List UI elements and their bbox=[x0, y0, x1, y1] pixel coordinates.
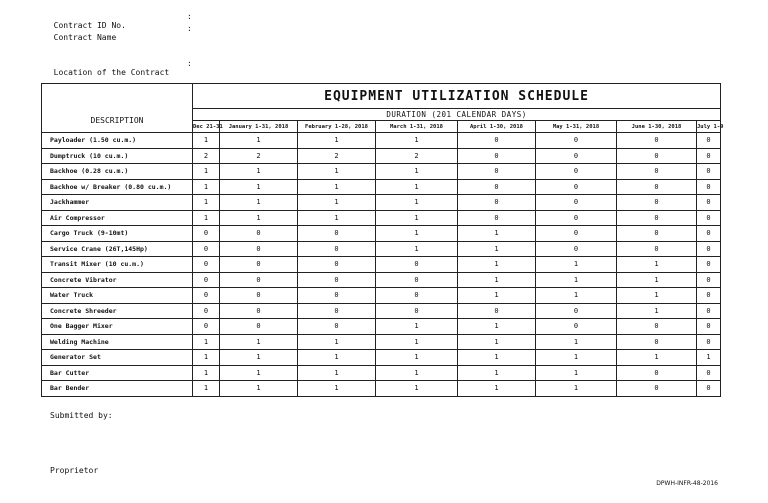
unit-count-cell: 0 bbox=[220, 241, 298, 257]
month-header: March 1-31, 2018 bbox=[376, 121, 458, 133]
unit-count-cell: 1 bbox=[220, 195, 298, 211]
equipment-name: Transit Mixer (10 cu.m.) bbox=[42, 257, 193, 273]
unit-count-cell: 1 bbox=[193, 133, 220, 149]
unit-count-cell: 0 bbox=[376, 272, 458, 288]
unit-count-cell: 1 bbox=[376, 334, 458, 350]
unit-count-cell: 1 bbox=[458, 365, 536, 381]
unit-count-cell: 0 bbox=[697, 241, 721, 257]
unit-count-cell: 0 bbox=[697, 288, 721, 304]
unit-count-cell: 0 bbox=[617, 319, 697, 335]
unit-count-cell: 1 bbox=[617, 288, 697, 304]
contract-name-line bbox=[44, 24, 192, 42]
unit-count-cell: 0 bbox=[458, 148, 536, 164]
table-row bbox=[42, 148, 721, 164]
submitted-by-label: Submitted by: bbox=[50, 411, 113, 420]
table-row bbox=[42, 195, 721, 211]
unit-count-cell: 1 bbox=[458, 226, 536, 242]
equipment-name: Service Crane (26T,145Hp) bbox=[42, 241, 193, 257]
unit-count-cell: 0 bbox=[298, 319, 376, 335]
unit-count-cell: 1 bbox=[298, 365, 376, 381]
location-colon: : bbox=[187, 59, 192, 68]
title-blank bbox=[42, 84, 193, 109]
unit-count-cell: 0 bbox=[458, 179, 536, 195]
unit-count-cell: 0 bbox=[298, 241, 376, 257]
unit-count-cell: 0 bbox=[617, 226, 697, 242]
unit-count-cell: 0 bbox=[193, 319, 220, 335]
unit-count-cell: 0 bbox=[536, 179, 617, 195]
unit-count-cell: 0 bbox=[697, 272, 721, 288]
unit-count-cell: 1 bbox=[536, 257, 617, 273]
unit-count-cell: 1 bbox=[220, 365, 298, 381]
month-header: May 1-31, 2018 bbox=[536, 121, 617, 133]
unit-count-cell: 1 bbox=[458, 241, 536, 257]
unit-count-cell: 1 bbox=[376, 241, 458, 257]
unit-count-cell: 0 bbox=[617, 133, 697, 149]
table-row bbox=[42, 272, 721, 288]
unit-count-cell: 1 bbox=[298, 133, 376, 149]
unit-count-cell: 0 bbox=[697, 303, 721, 319]
unit-count-cell: 0 bbox=[697, 365, 721, 381]
unit-count-cell: 0 bbox=[697, 195, 721, 211]
unit-count-cell: 0 bbox=[458, 133, 536, 149]
table-row bbox=[42, 319, 721, 335]
table-row bbox=[42, 381, 721, 397]
unit-count-cell: 1 bbox=[697, 350, 721, 366]
unit-count-cell: 0 bbox=[617, 241, 697, 257]
unit-count-cell: 1 bbox=[193, 164, 220, 180]
unit-count-cell: 1 bbox=[458, 257, 536, 273]
unit-count-cell: 0 bbox=[617, 210, 697, 226]
schedule-title: EQUIPMENT UTILIZATION SCHEDULE bbox=[193, 84, 721, 109]
unit-count-cell: 2 bbox=[220, 148, 298, 164]
table-row bbox=[42, 365, 721, 381]
equipment-name: Water Truck bbox=[42, 288, 193, 304]
location-line bbox=[44, 59, 192, 77]
unit-count-cell: 2 bbox=[298, 148, 376, 164]
unit-count-cell: 1 bbox=[193, 210, 220, 226]
unit-count-cell: 1 bbox=[220, 179, 298, 195]
unit-count-cell: 1 bbox=[617, 257, 697, 273]
unit-count-cell: 1 bbox=[376, 319, 458, 335]
unit-count-cell: 0 bbox=[376, 257, 458, 273]
unit-count-cell: 1 bbox=[617, 272, 697, 288]
equipment-name: Jackhammer bbox=[42, 195, 193, 211]
unit-count-cell: 0 bbox=[617, 148, 697, 164]
unit-count-cell: 1 bbox=[536, 365, 617, 381]
unit-count-cell: 1 bbox=[536, 288, 617, 304]
unit-count-cell: 1 bbox=[298, 210, 376, 226]
unit-count-cell: 1 bbox=[376, 226, 458, 242]
document-code: DPWH-INFR-48-2016 bbox=[656, 480, 718, 487]
unit-count-cell: 0 bbox=[220, 272, 298, 288]
unit-count-cell: 1 bbox=[458, 350, 536, 366]
unit-count-cell: 0 bbox=[697, 179, 721, 195]
unit-count-cell: 0 bbox=[617, 334, 697, 350]
equipment-name: Concrete Shreeder bbox=[42, 303, 193, 319]
unit-count-cell: 1 bbox=[376, 133, 458, 149]
unit-count-cell: 0 bbox=[458, 210, 536, 226]
unit-count-cell: 1 bbox=[220, 350, 298, 366]
equipment-name: Air Compressor bbox=[42, 210, 193, 226]
unit-count-cell: 1 bbox=[193, 350, 220, 366]
equipment-schedule-table bbox=[41, 83, 724, 397]
unit-count-cell: 0 bbox=[617, 381, 697, 397]
unit-count-cell: 0 bbox=[376, 288, 458, 304]
unit-count-cell: 0 bbox=[298, 226, 376, 242]
unit-count-cell: 1 bbox=[298, 381, 376, 397]
unit-count-cell: 1 bbox=[298, 195, 376, 211]
unit-count-cell: 1 bbox=[536, 334, 617, 350]
unit-count-cell: 2 bbox=[193, 148, 220, 164]
unit-count-cell: 1 bbox=[298, 350, 376, 366]
equipment-name: Dumptruck (10 cu.m.) bbox=[42, 148, 193, 164]
unit-count-cell: 1 bbox=[220, 334, 298, 350]
unit-count-cell: 0 bbox=[193, 288, 220, 304]
month-header: April 1-30, 2018 bbox=[458, 121, 536, 133]
unit-count-cell: 0 bbox=[298, 272, 376, 288]
unit-count-cell: 0 bbox=[220, 257, 298, 273]
contract-id-label: Contract ID No. bbox=[53, 21, 126, 30]
unit-count-cell: 1 bbox=[458, 272, 536, 288]
table-row bbox=[42, 350, 721, 366]
unit-count-cell: 1 bbox=[376, 179, 458, 195]
unit-count-cell: 0 bbox=[458, 164, 536, 180]
unit-count-cell: 1 bbox=[220, 133, 298, 149]
unit-count-cell: 0 bbox=[193, 241, 220, 257]
table-row bbox=[42, 133, 721, 149]
unit-count-cell: 1 bbox=[193, 365, 220, 381]
month-header: February 1-28, 2018 bbox=[298, 121, 376, 133]
table-row bbox=[42, 210, 721, 226]
table-row bbox=[42, 334, 721, 350]
unit-count-cell: 0 bbox=[298, 257, 376, 273]
unit-count-cell: 1 bbox=[193, 179, 220, 195]
unit-count-cell: 0 bbox=[536, 226, 617, 242]
unit-count-cell: 1 bbox=[458, 334, 536, 350]
unit-count-cell: 0 bbox=[697, 381, 721, 397]
unit-count-cell: 1 bbox=[193, 195, 220, 211]
unit-count-cell: 2 bbox=[376, 148, 458, 164]
equipment-name: Backhoe w/ Breaker (0.80 cu.m.) bbox=[42, 179, 193, 195]
unit-count-cell: 0 bbox=[697, 164, 721, 180]
equipment-name: Welding Machine bbox=[42, 334, 193, 350]
contract-name-label: Contract Name bbox=[53, 33, 117, 42]
unit-count-cell: 0 bbox=[193, 226, 220, 242]
unit-count-cell: 0 bbox=[697, 226, 721, 242]
unit-count-cell: 0 bbox=[536, 241, 617, 257]
unit-count-cell: 1 bbox=[536, 381, 617, 397]
table-row bbox=[42, 288, 721, 304]
unit-count-cell: 0 bbox=[536, 319, 617, 335]
unit-count-cell: 0 bbox=[697, 257, 721, 273]
duration-header: DURATION (201 CALENDAR DAYS) bbox=[193, 109, 721, 121]
unit-count-cell: 0 bbox=[697, 210, 721, 226]
unit-count-cell: 1 bbox=[458, 319, 536, 335]
proprietor-label: Proprietor bbox=[50, 466, 99, 475]
table-row bbox=[42, 226, 721, 242]
equipment-name: Generator Set bbox=[42, 350, 193, 366]
unit-count-cell: 0 bbox=[298, 303, 376, 319]
unit-count-cell: 0 bbox=[193, 303, 220, 319]
unit-count-cell: 1 bbox=[298, 179, 376, 195]
unit-count-cell: 0 bbox=[458, 303, 536, 319]
table-row bbox=[42, 257, 721, 273]
month-header: June 1-30, 2018 bbox=[617, 121, 697, 133]
equipment-name: Cargo Truck (9-10mt) bbox=[42, 226, 193, 242]
unit-count-cell: 1 bbox=[298, 334, 376, 350]
month-header: January 1-31, 2018 bbox=[220, 121, 298, 133]
unit-count-cell: 0 bbox=[617, 195, 697, 211]
unit-count-cell: 0 bbox=[298, 288, 376, 304]
unit-count-cell: 0 bbox=[220, 319, 298, 335]
equipment-name: One Bagger Mixer bbox=[42, 319, 193, 335]
unit-count-cell: 1 bbox=[193, 334, 220, 350]
contract-name-colon: : bbox=[187, 24, 192, 33]
unit-count-cell: 0 bbox=[617, 179, 697, 195]
unit-count-cell: 1 bbox=[458, 288, 536, 304]
unit-count-cell: 1 bbox=[458, 381, 536, 397]
unit-count-cell: 0 bbox=[697, 319, 721, 335]
unit-count-cell: 1 bbox=[376, 365, 458, 381]
contract-id-colon: : bbox=[187, 12, 192, 21]
unit-count-cell: 0 bbox=[193, 272, 220, 288]
location-label: Location of the Contract bbox=[53, 68, 170, 77]
unit-count-cell: 1 bbox=[376, 381, 458, 397]
month-header: Dec 21-31 bbox=[193, 121, 220, 133]
unit-count-cell: 1 bbox=[536, 350, 617, 366]
equipment-name: Concrete Vibrator bbox=[42, 272, 193, 288]
unit-count-cell: 1 bbox=[220, 210, 298, 226]
unit-count-cell: 1 bbox=[193, 381, 220, 397]
unit-count-cell: 0 bbox=[697, 148, 721, 164]
unit-count-cell: 0 bbox=[458, 195, 536, 211]
equipment-name: Backhoe (0.28 cu.m.) bbox=[42, 164, 193, 180]
table-row bbox=[42, 164, 721, 180]
unit-count-cell: 1 bbox=[220, 164, 298, 180]
unit-count-cell: 1 bbox=[298, 164, 376, 180]
unit-count-cell: 0 bbox=[376, 303, 458, 319]
unit-count-cell: 1 bbox=[376, 195, 458, 211]
unit-count-cell: 1 bbox=[376, 350, 458, 366]
description-header: DESCRIPTION bbox=[42, 109, 193, 133]
table-row bbox=[42, 241, 721, 257]
unit-count-cell: 0 bbox=[536, 210, 617, 226]
equipment-name: Payloader (1.50 cu.m.) bbox=[42, 133, 193, 149]
unit-count-cell: 0 bbox=[697, 334, 721, 350]
unit-count-cell: 0 bbox=[617, 164, 697, 180]
unit-count-cell: 1 bbox=[617, 303, 697, 319]
unit-count-cell: 0 bbox=[220, 226, 298, 242]
unit-count-cell: 0 bbox=[697, 133, 721, 149]
month-header: July 1-9 bbox=[697, 121, 721, 133]
table-row bbox=[42, 303, 721, 319]
unit-count-cell: 0 bbox=[536, 195, 617, 211]
unit-count-cell: 0 bbox=[536, 133, 617, 149]
unit-count-cell: 1 bbox=[376, 164, 458, 180]
equipment-name: Bar Bender bbox=[42, 381, 193, 397]
unit-count-cell: 0 bbox=[617, 365, 697, 381]
unit-count-cell: 0 bbox=[536, 164, 617, 180]
unit-count-cell: 1 bbox=[617, 350, 697, 366]
equipment-name: Bar Cutter bbox=[42, 365, 193, 381]
unit-count-cell: 1 bbox=[536, 272, 617, 288]
unit-count-cell: 0 bbox=[220, 303, 298, 319]
table-row bbox=[42, 179, 721, 195]
unit-count-cell: 0 bbox=[220, 288, 298, 304]
unit-count-cell: 0 bbox=[536, 303, 617, 319]
unit-count-cell: 1 bbox=[220, 381, 298, 397]
unit-count-cell: 0 bbox=[193, 257, 220, 273]
unit-count-cell: 1 bbox=[376, 210, 458, 226]
unit-count-cell: 0 bbox=[536, 148, 617, 164]
